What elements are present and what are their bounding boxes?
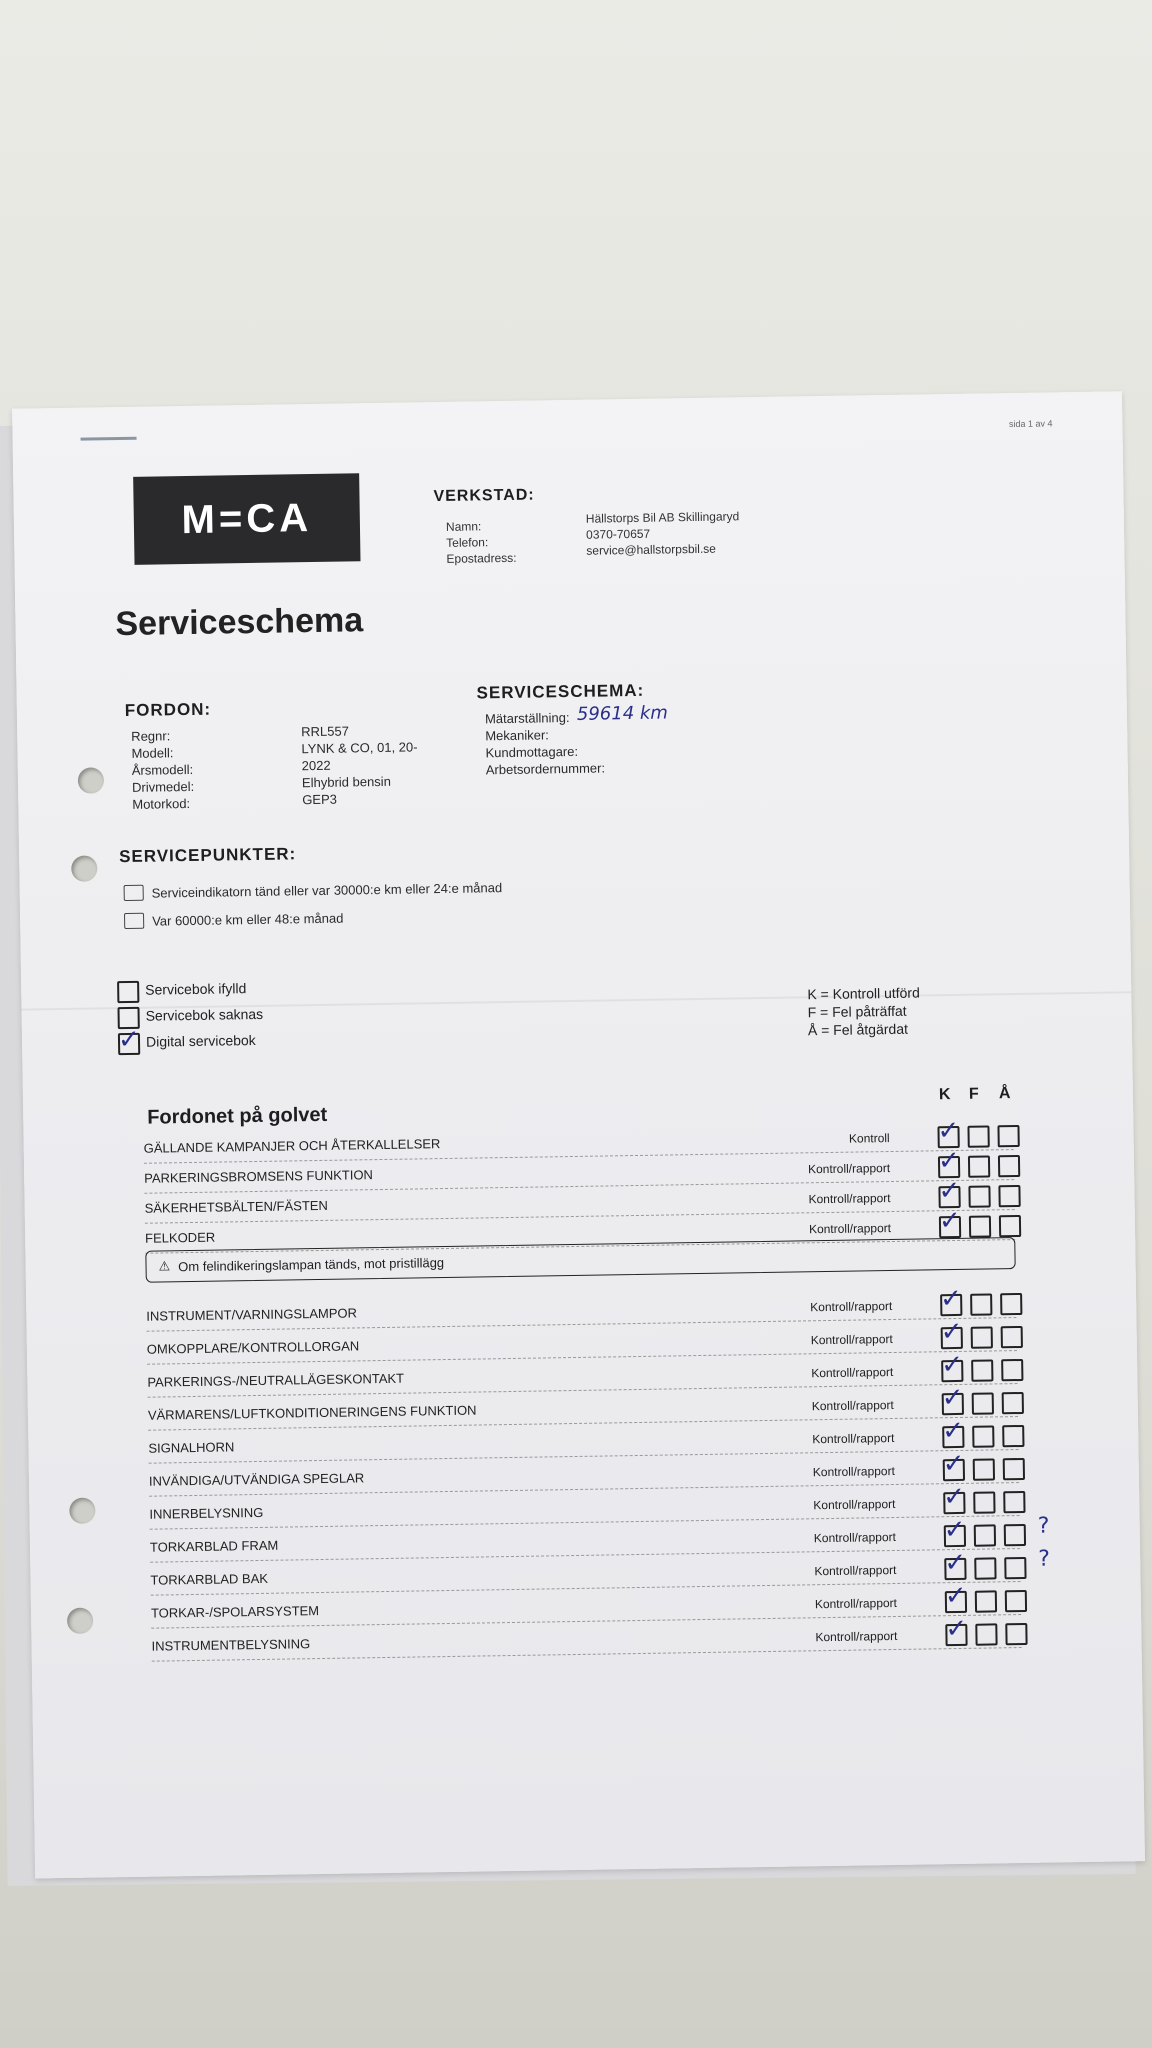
a-checkbox[interactable]: [1003, 1491, 1025, 1513]
checklist-row-label: INSTRUMENTBELYSNING: [151, 1636, 311, 1654]
legend-entry: F = Fel påträffat: [807, 1002, 907, 1021]
checklist-row-kind: Kontroll/rapport: [814, 1562, 897, 1579]
checklist-row-kind: Kontroll/rapport: [814, 1595, 898, 1612]
checklist-row-label: PARKERINGSBROMSENS FUNKTION: [144, 1167, 373, 1186]
checklist-row-label: VÄRMARENS/LUFTKONDITIONERINGENS FUNKTION: [147, 1402, 477, 1423]
fordon-label: Årsmodell:: [131, 761, 194, 778]
warning-icon: ⚠: [158, 1258, 171, 1274]
punch-hole: [78, 767, 104, 793]
checklist-row-kind: Kontroll/rapport: [808, 1221, 892, 1237]
a-checkbox[interactable]: [1004, 1557, 1026, 1579]
check-mark-icon: ✓: [940, 1349, 964, 1381]
mca-logo: M=CA: [133, 473, 360, 565]
checklist-row-kind: Kontroll/rapport: [810, 1331, 893, 1348]
check-mark-icon: ✓: [940, 1316, 963, 1348]
a-checkbox[interactable]: [1002, 1425, 1024, 1447]
gauge-icon: [124, 885, 144, 901]
a-checkbox[interactable]: [997, 1125, 1019, 1147]
a-checkbox[interactable]: [1005, 1623, 1027, 1645]
column-header-a: Å: [998, 1085, 1011, 1103]
servicebok-label: Digital servicebok: [145, 1031, 256, 1050]
servicebok-label: Servicebok saknas: [145, 1005, 264, 1024]
f-checkbox[interactable]: [971, 1326, 993, 1348]
column-header-k: K: [938, 1086, 951, 1104]
calendar-icon: [124, 913, 144, 929]
check-mark-icon: ✓: [938, 1205, 961, 1237]
servicebok-ifylld-checkbox[interactable]: [117, 981, 139, 1003]
a-checkbox[interactable]: [998, 1185, 1020, 1207]
verkstad-value: Hällstorps Bil AB Skillingaryd: [585, 509, 740, 526]
section-title: Fordonet på golvet: [147, 1103, 328, 1129]
check-mark-icon: ✓: [944, 1580, 967, 1612]
a-checkbox[interactable]: [1002, 1392, 1024, 1414]
question-mark-annotation: ?: [1038, 1546, 1051, 1572]
service-sheet: [12, 391, 1145, 1878]
checklist-row-kind: Kontroll/rapport: [811, 1397, 894, 1414]
checklist-row-kind: Kontroll/rapport: [808, 1191, 891, 1207]
check-mark-icon: ✓: [943, 1514, 966, 1546]
verkstad-label: Epostadress:: [446, 550, 517, 566]
fordon-label: Modell:: [131, 745, 174, 761]
column-header-f: F: [968, 1085, 979, 1103]
a-checkbox[interactable]: [1000, 1293, 1022, 1315]
checklist-row-kind: Kontroll/rapport: [813, 1496, 896, 1513]
fordon-label: Motorkod:: [132, 795, 191, 812]
check-mark-icon: ✓: [937, 1145, 961, 1177]
page-indicator: sida 1 av 4: [1008, 418, 1053, 430]
checklist-row-kind: Kontroll/rapport: [807, 1161, 891, 1177]
checklist-row-label: TORKAR-/SPOLARSYSTEM: [150, 1603, 320, 1621]
fordon-label: Regnr:: [131, 728, 171, 744]
checklist-row-label: INVÄNDIGA/UTVÄNDIGA SPEGLAR: [148, 1470, 365, 1489]
f-checkbox[interactable]: [967, 1125, 989, 1147]
verkstad-value: service@hallstorpsbil.se: [586, 541, 717, 558]
checklist-row-label: INSTRUMENT/VARNINGSLAMPOR: [146, 1305, 358, 1324]
question-mark-annotation: ?: [1037, 1513, 1050, 1539]
fordon-value: RRL557: [301, 723, 349, 740]
f-checkbox[interactable]: [968, 1185, 990, 1207]
a-checkbox[interactable]: [999, 1215, 1021, 1237]
serviceschema-heading: SERVICESCHEMA:: [476, 680, 645, 703]
f-checkbox[interactable]: [972, 1392, 994, 1414]
check-mark-icon: ✓: [117, 1024, 141, 1056]
checklist-row-label: SIGNALHORN: [148, 1439, 235, 1456]
punch-hole: [69, 1498, 95, 1524]
punch-hole: [71, 855, 97, 881]
legend-entry: Å = Fel åtgärdat: [807, 1020, 909, 1039]
check-mark-icon: ✓: [937, 1115, 960, 1147]
fordon-label: Drivmedel:: [131, 778, 195, 795]
legend-entry: K = Kontroll utförd: [807, 984, 920, 1003]
a-checkbox[interactable]: [1005, 1590, 1027, 1612]
checklist-row-label: PARKERINGS-/NEUTRALLÄGESKONTAKT: [147, 1370, 405, 1390]
fordon-value: GEP3: [302, 791, 338, 808]
checklist-row-kind: Kontroll: [848, 1131, 890, 1146]
serviceschema-label: Kundmottagare:: [485, 743, 579, 761]
checklist-row-label: INNERBELYSNING: [149, 1504, 264, 1522]
checklist-row-label: TORKARBLAD BAK: [150, 1570, 269, 1588]
f-checkbox[interactable]: [975, 1590, 997, 1612]
check-mark-icon: ✓: [939, 1283, 963, 1315]
servicepunkt-item: Serviceindikatorn tänd eller var 30000:e km eller 24:e månad: [124, 879, 503, 901]
servicepunkter-heading: SERVICEPUNKTER:: [118, 844, 297, 867]
fordon-value: 2022: [301, 757, 331, 774]
fordon-heading: FORDON:: [124, 699, 212, 720]
check-mark-icon: ✓: [943, 1481, 966, 1513]
checklist-row-kind: Kontroll/rapport: [810, 1299, 893, 1315]
checklist-row-label: FELKODER: [144, 1229, 216, 1246]
checklist-row-kind: Kontroll/rapport: [813, 1529, 897, 1546]
checklist-row-kind: Kontroll/rapport: [811, 1364, 894, 1381]
a-checkbox[interactable]: [1001, 1326, 1023, 1348]
check-mark-icon: ✓: [942, 1448, 965, 1480]
serviceschema-label: Mätarställning:: [484, 710, 570, 727]
f-checkbox[interactable]: [969, 1215, 991, 1237]
check-mark-icon: ✓: [942, 1415, 965, 1447]
odometer-handwritten: 59614 km: [576, 702, 669, 725]
fordon-value: LYNK & CO, 01, 20-: [301, 739, 418, 757]
header-rule: [81, 437, 137, 441]
warning-note: ⚠ Om felindikeringslampan tänds, mot pristillägg: [145, 1237, 1015, 1283]
checklist-row-label: OMKOPPLARE/KONTROLLORGAN: [146, 1338, 360, 1357]
verkstad-value: 0370-70657: [586, 526, 651, 542]
checklist-row-kind: Kontroll/rapport: [812, 1430, 895, 1447]
punch-hole: [67, 1608, 93, 1634]
a-checkbox[interactable]: [1003, 1458, 1025, 1480]
verkstad-heading: VERKSTAD:: [433, 486, 535, 506]
page-title: Serviceschema: [115, 601, 364, 644]
verkstad-label: Namn:: [445, 519, 482, 534]
f-checkbox[interactable]: [970, 1293, 992, 1315]
a-checkbox[interactable]: [998, 1155, 1020, 1177]
f-checkbox[interactable]: [974, 1524, 996, 1546]
servicebok-label: Servicebok ifylld: [145, 980, 247, 998]
f-checkbox[interactable]: [972, 1425, 994, 1447]
fordon-value: Elhybrid bensin: [301, 773, 391, 791]
serviceschema-label: Arbetsordernummer:: [485, 760, 606, 778]
f-checkbox[interactable]: [971, 1359, 993, 1381]
checklist-row-label: TORKARBLAD FRAM: [149, 1537, 279, 1555]
f-checkbox[interactable]: [973, 1458, 995, 1480]
check-mark-icon: ✓: [938, 1175, 961, 1207]
checklist-row-kind: Kontroll/rapport: [815, 1628, 898, 1645]
f-checkbox[interactable]: [975, 1623, 997, 1645]
check-mark-icon: ✓: [944, 1547, 967, 1579]
check-mark-icon: ✓: [945, 1613, 968, 1645]
serviceschema-label: Mekaniker:: [485, 727, 549, 744]
verkstad-label: Telefon:: [446, 535, 489, 550]
a-checkbox[interactable]: [1004, 1524, 1026, 1546]
f-checkbox[interactable]: [973, 1491, 995, 1513]
f-checkbox[interactable]: [968, 1155, 990, 1177]
checklist-row-label: GÄLLANDE KAMPANJER OCH ÅTERKALLELSER: [143, 1136, 441, 1156]
a-checkbox[interactable]: [1001, 1359, 1023, 1381]
f-checkbox[interactable]: [974, 1557, 996, 1579]
servicepunkt-item: Var 60000:e km eller 48:e månad: [124, 910, 343, 929]
checklist-row-kind: Kontroll/rapport: [812, 1463, 895, 1480]
checklist-row-label: SÄKERHETSBÄLTEN/FÄSTEN: [144, 1197, 328, 1216]
check-mark-icon: ✓: [941, 1382, 964, 1414]
